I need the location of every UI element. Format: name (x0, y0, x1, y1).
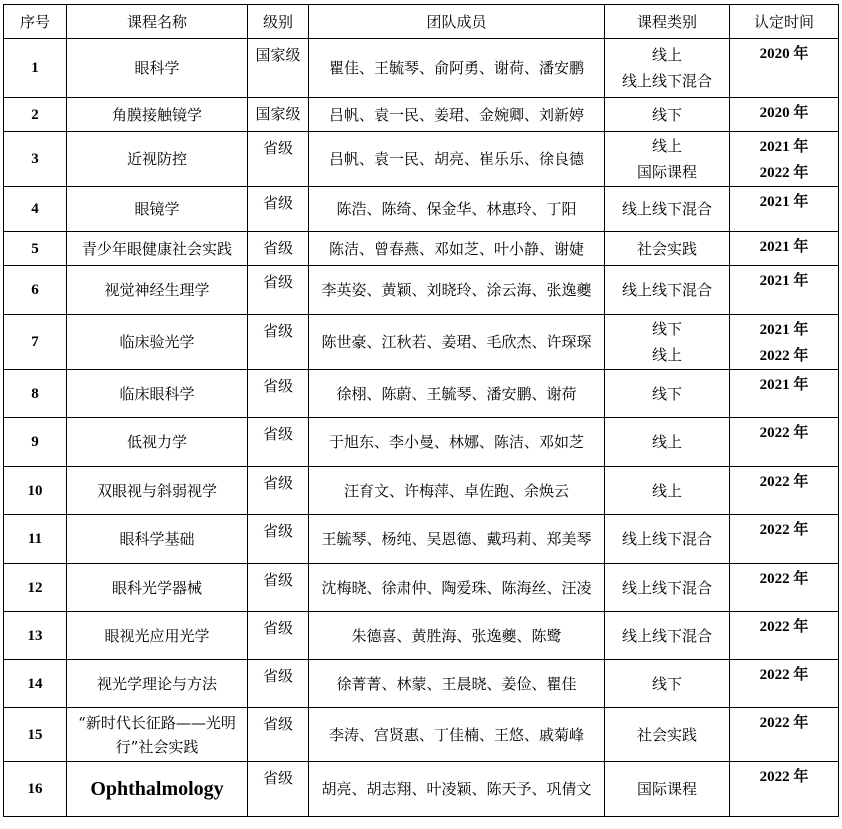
certification-year (730, 515, 839, 564)
header-members: 团队成员 (309, 5, 605, 39)
category-value: 社会实践 (636, 725, 697, 744)
course-level: 省级 (248, 660, 309, 708)
category-value: 线下 (651, 320, 682, 338)
certification-year (730, 660, 839, 708)
team-members: 吕帆、袁一民、姜珺、金婉卿、刘新婷 (309, 98, 605, 132)
team-members: 汪育文、许梅萍、卓佐跑、余焕云 (309, 467, 605, 515)
category-value: 线上线下混合 (621, 281, 712, 299)
certification-year (730, 762, 839, 817)
row-number: 15 (4, 708, 67, 762)
course-category (605, 708, 730, 762)
table-row (4, 467, 839, 515)
table-row (4, 232, 839, 266)
team-members: 李英姿、黄颖、刘晓玲、涂云海、张逸夔 (309, 266, 605, 315)
year-value: 2022 年 (759, 165, 809, 181)
year-value: 2022 年 (759, 619, 809, 635)
course-category (605, 98, 730, 132)
category-value: 线上线下混合 (621, 530, 712, 548)
course-category (605, 266, 730, 315)
certification-year (730, 708, 839, 762)
year-value: 2021 年 (759, 377, 809, 393)
course-name: Ophthalmology (67, 762, 248, 817)
course-name: 低视力学 (67, 418, 248, 467)
course-category (605, 39, 730, 98)
category-value: 线上线下混合 (621, 72, 712, 90)
year-value: 2021 年 (759, 194, 809, 210)
table-row (4, 418, 839, 467)
row-number: 3 (4, 132, 67, 187)
year-value: 2022 年 (759, 348, 809, 364)
course-level: 省级 (248, 762, 309, 817)
course-level: 省级 (248, 370, 309, 418)
certification-year (730, 315, 839, 370)
course-name: “新时代长征路——光明行”社会实践 (67, 708, 248, 762)
certification-year (730, 266, 839, 315)
course-level: 省级 (248, 708, 309, 762)
course-name: 眼科学 (67, 39, 248, 98)
table-row (4, 315, 839, 370)
course-name: 眼科学基础 (67, 515, 248, 564)
team-members: 胡亮、胡志翔、叶凌颖、陈天予、巩倩文 (309, 762, 605, 817)
row-number: 9 (4, 418, 67, 467)
team-members: 李涛、宫贤惠、丁佳楠、王悠、戚菊峰 (309, 708, 605, 762)
category-value: 线上 (651, 481, 682, 500)
team-members: 王毓琴、杨纯、吴恩德、戴玛莉、郑美琴 (309, 515, 605, 564)
header-year: 认定时间 (730, 5, 839, 39)
category-value: 线下 (651, 384, 682, 403)
certification-year (730, 39, 839, 98)
year-value: 2021 年 (759, 322, 809, 338)
year-value: 2020 年 (759, 105, 809, 121)
header-level: 级别 (248, 5, 309, 39)
table-row (4, 370, 839, 418)
course-level: 省级 (248, 266, 309, 315)
year-value: 2022 年 (759, 425, 809, 441)
table-row (4, 612, 839, 660)
year-value: 2021 年 (759, 239, 809, 255)
row-number: 8 (4, 370, 67, 418)
category-value: 线上线下混合 (621, 578, 712, 597)
category-value: 国际课程 (636, 780, 697, 798)
table-row (4, 132, 839, 187)
team-members: 朱德喜、黄胜海、张逸夔、陈鹭 (309, 612, 605, 660)
category-value: 线上线下混合 (621, 626, 712, 645)
team-members: 于旭东、李小曼、林娜、陈洁、邓如芝 (309, 418, 605, 467)
row-number: 4 (4, 187, 67, 232)
course-category (605, 515, 730, 564)
category-value: 线上 (651, 433, 682, 451)
row-number: 6 (4, 266, 67, 315)
certification-year (730, 98, 839, 132)
year-value: 2021 年 (759, 273, 809, 289)
row-number: 1 (4, 39, 67, 98)
year-value: 2021 年 (759, 139, 809, 155)
certification-year (730, 467, 839, 515)
table-row (4, 708, 839, 762)
category-value: 线上 (651, 346, 682, 364)
team-members: 陈洁、曾春燕、邓如芝、叶小静、谢婕 (309, 232, 605, 266)
course-level: 省级 (248, 612, 309, 660)
header-no: 序号 (4, 5, 67, 39)
course-name: 视光学理论与方法 (67, 660, 248, 708)
course-category (605, 612, 730, 660)
team-members: 沈梅晓、徐肃仲、陶爱珠、陈海丝、汪凌 (309, 564, 605, 612)
year-value: 2022 年 (759, 474, 809, 490)
certification-year (730, 187, 839, 232)
course-name: 双眼视与斜弱视学 (67, 467, 248, 515)
team-members: 陈浩、陈绮、保金华、林惠玲、丁阳 (309, 187, 605, 232)
row-number: 2 (4, 98, 67, 132)
table-row (4, 266, 839, 315)
course-name: 眼视光应用光学 (67, 612, 248, 660)
table-row (4, 39, 839, 98)
header-category: 课程类别 (605, 5, 730, 39)
year-value: 2022 年 (759, 715, 809, 731)
team-members: 吕帆、袁一民、胡亮、崔乐乐、徐良德 (309, 132, 605, 187)
team-members: 徐栩、陈蔚、王毓琴、潘安鹏、谢荷 (309, 370, 605, 418)
course-name: 近视防控 (67, 132, 248, 187)
course-level: 省级 (248, 132, 309, 187)
course-name: 眼镜学 (67, 187, 248, 232)
team-members: 陈世豪、江秋若、姜珺、毛欣杰、许琛琛 (309, 315, 605, 370)
course-name: 临床眼科学 (67, 370, 248, 418)
table-row (4, 98, 839, 132)
row-number: 10 (4, 467, 67, 515)
certification-year (730, 132, 839, 187)
table-row (4, 660, 839, 708)
year-value: 2022 年 (759, 522, 809, 538)
course-level: 国家级 (248, 98, 309, 132)
table-row (4, 515, 839, 564)
certification-year (730, 564, 839, 612)
course-level: 省级 (248, 515, 309, 564)
course-category (605, 370, 730, 418)
row-number: 5 (4, 232, 67, 266)
course-level: 省级 (248, 232, 309, 266)
course-level: 省级 (248, 467, 309, 515)
course-name: 角膜接触镜学 (67, 98, 248, 132)
certification-year (730, 232, 839, 266)
header-course-name: 课程名称 (67, 5, 248, 39)
category-value: 线上 (651, 137, 682, 155)
certification-year (730, 612, 839, 660)
course-category (605, 467, 730, 515)
row-number: 12 (4, 564, 67, 612)
team-members: 徐菁菁、林蒙、王晨晓、姜俭、瞿佳 (309, 660, 605, 708)
table-row (4, 187, 839, 232)
course-level: 省级 (248, 564, 309, 612)
header-row (4, 5, 839, 39)
course-level: 省级 (248, 315, 309, 370)
certification-year (730, 370, 839, 418)
course-category (605, 564, 730, 612)
table-row (4, 564, 839, 612)
certification-year (730, 418, 839, 467)
course-category (605, 232, 730, 266)
category-value: 线下 (651, 105, 682, 124)
row-number: 7 (4, 315, 67, 370)
course-level: 国家级 (248, 39, 309, 98)
course-name: 临床验光学 (67, 315, 248, 370)
row-number: 16 (4, 762, 67, 817)
course-level: 省级 (248, 187, 309, 232)
year-value: 2022 年 (759, 571, 809, 587)
course-name: 青少年眼健康社会实践 (67, 232, 248, 266)
course-level: 省级 (248, 418, 309, 467)
course-category (605, 418, 730, 467)
team-members: 瞿佳、王毓琴、俞阿勇、谢荷、潘安鹏 (309, 39, 605, 98)
category-value: 社会实践 (636, 239, 697, 258)
year-value: 2020 年 (759, 46, 809, 62)
course-table (3, 4, 839, 817)
course-name: 视觉神经生理学 (67, 266, 248, 315)
year-value: 2022 年 (759, 667, 809, 683)
course-category (605, 132, 730, 187)
course-name: 眼科光学器械 (67, 564, 248, 612)
course-category (605, 660, 730, 708)
row-number: 11 (4, 515, 67, 564)
row-number: 13 (4, 612, 67, 660)
year-value: 2022 年 (759, 769, 809, 785)
course-category (605, 315, 730, 370)
category-value: 线上 (651, 46, 682, 64)
category-value: 线下 (651, 674, 682, 693)
course-category (605, 762, 730, 817)
table-row (4, 762, 839, 817)
course-category (605, 187, 730, 232)
category-value: 国际课程 (636, 163, 697, 181)
row-number: 14 (4, 660, 67, 708)
category-value: 线上线下混合 (621, 200, 712, 218)
